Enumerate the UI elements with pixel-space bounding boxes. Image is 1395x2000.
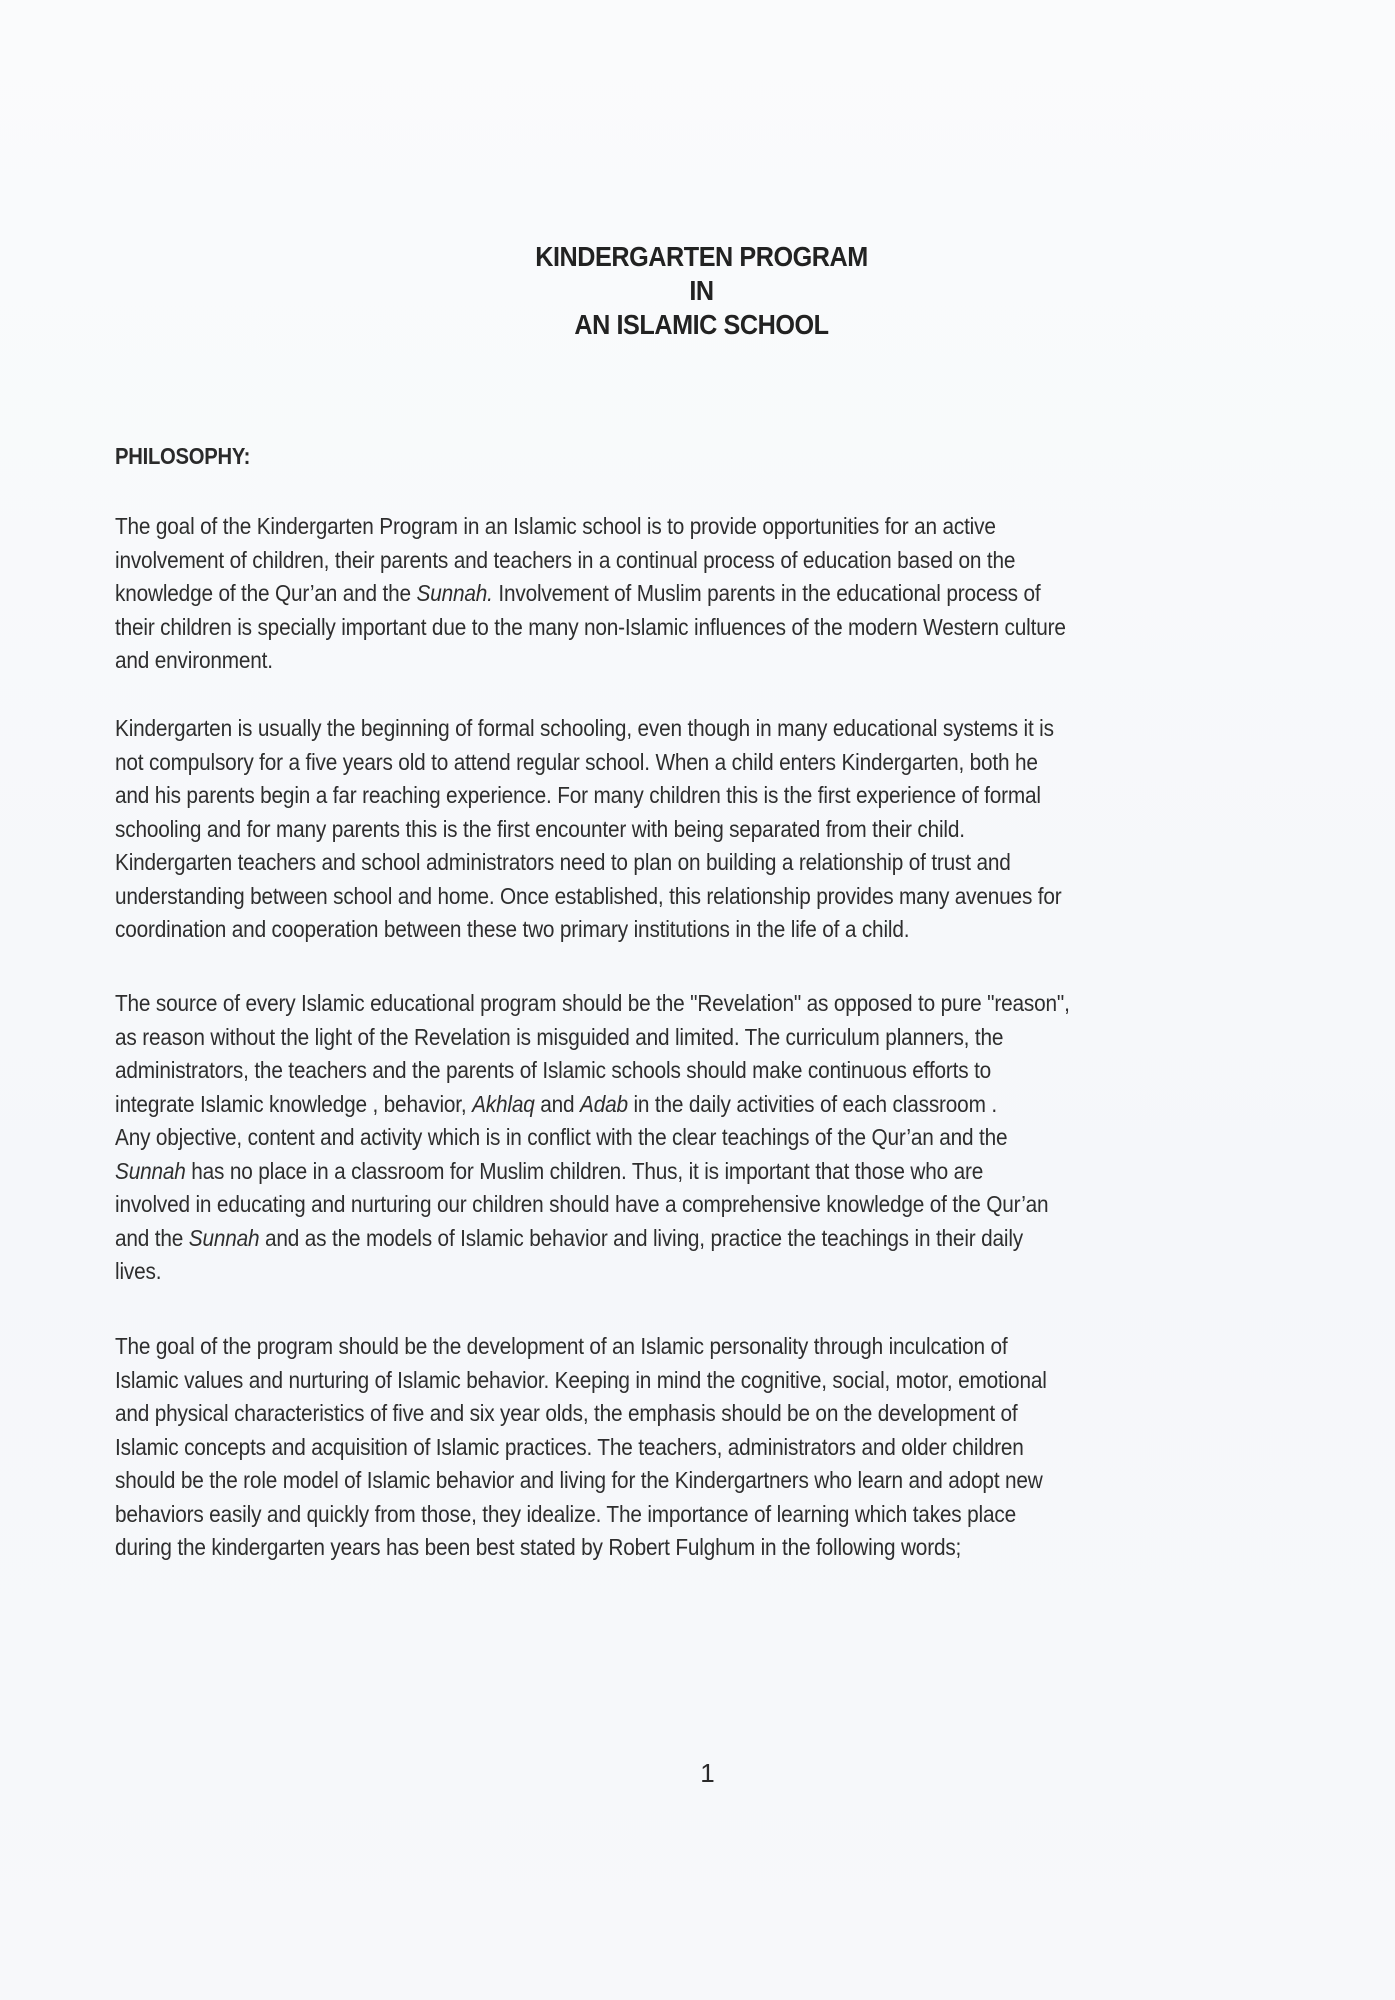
text-line: integrate Islamic knowledge , behavior, Akhlaq and Adab in the daily activities of each classroom . bbox=[115, 1090, 997, 1117]
text-line: understanding between school and home. Once established, this relationship provides many avenues for bbox=[115, 882, 1062, 909]
title-line-1: KINDERGARTEN PROGRAM bbox=[535, 241, 868, 272]
title-line-2: IN bbox=[689, 275, 714, 306]
paragraph-2 bbox=[115, 712, 1159, 947]
italic-term: Akhlaq bbox=[472, 1090, 535, 1117]
paragraph-4 bbox=[115, 1330, 1159, 1565]
text-line: and physical characteristics of five and six year olds, the emphasis should be on the development of bbox=[115, 1400, 1018, 1426]
text-line: administrators, the teachers and the parents of Islamic schools should make continuous efforts to bbox=[115, 1057, 992, 1083]
text-line: The source of every Islamic educational program should be the "Revelation" as opposed to pure "reason", bbox=[115, 990, 1070, 1016]
italic-term: Sunnah bbox=[115, 1157, 186, 1184]
text-line: Islamic values and nurturing of Islamic behavior. Keeping in mind the cognitive, social, motor, emotional bbox=[115, 1366, 1047, 1393]
text-line: and his parents begin a far reaching experience. For many children this is the first experience of formal bbox=[115, 782, 1041, 808]
section-heading-philosophy: PHILOSOPHY: bbox=[115, 443, 251, 469]
text-line: involved in educating and nurturing our children should have a comprehensive knowledge of the Qur’an bbox=[115, 1191, 1049, 1217]
title-line-3: AN ISLAMIC SCHOOL bbox=[574, 309, 829, 340]
text-line: Any objective, content and activity which is in conflict with the clear teachings of the Qur’an and the bbox=[115, 1124, 1008, 1150]
text-line: Kindergarten teachers and school administrators need to plan on building a relationship of trust and bbox=[115, 849, 1011, 875]
text-line: and environment. bbox=[115, 647, 273, 673]
text-line: schooling and for many parents this is the first encounter with being separated from their child. bbox=[115, 815, 965, 842]
text-line: The goal of the Kindergarten Program in an Islamic school is to provide opportunities for an active bbox=[115, 513, 996, 539]
text-line: knowledge of the Qur’an and the Sunnah. Involvement of Muslim parents in the educational process of bbox=[115, 580, 1041, 606]
text-line: should be the role model of Islamic behavior and living for the Kindergartners who learn and adopt new bbox=[115, 1467, 1043, 1493]
text-line: during the kindergarten years has been best stated by Robert Fulghum in the following words; bbox=[115, 1534, 962, 1560]
text-line: Kindergarten is usually the beginning of formal schooling, even though in many educational systems it is bbox=[115, 715, 1054, 741]
text-line: Sunnah has no place in a classroom for Muslim children. Thus, it is important that those who are bbox=[115, 1157, 984, 1184]
text-line: not compulsory for a five years old to attend regular school. When a child enters Kindergarten, both he bbox=[115, 748, 1038, 775]
text-line: behaviors easily and quickly from those, they idealize. The importance of learning which takes place bbox=[115, 1500, 1016, 1527]
text-line: lives. bbox=[115, 1258, 162, 1284]
text-line: their children is specially important due to the many non-Islamic influences of the modern Western culture bbox=[115, 613, 1066, 640]
paragraph-3 bbox=[115, 987, 1159, 1289]
paragraph-1 bbox=[115, 510, 1159, 678]
page-number: 1 bbox=[700, 1758, 715, 1788]
italic-term: Sunnah. bbox=[416, 580, 493, 606]
text-line: as reason without the light of the Revelation is misguided and limited. The curriculum planners, the bbox=[115, 1023, 1004, 1050]
text-line: coordination and cooperation between these two primary institutions in the life of a child. bbox=[115, 916, 910, 942]
document-title bbox=[0, 240, 1395, 342]
text-line: Islamic concepts and acquisition of Islamic practices. The teachers, administrators and older children bbox=[115, 1433, 1024, 1460]
italic-term: Sunnah bbox=[188, 1224, 260, 1251]
text-line: and the Sunnah and as the models of Islamic behavior and living, practice the teachings in their daily bbox=[115, 1224, 1024, 1251]
text-line: The goal of the program should be the development of an Islamic personality through inculcation of bbox=[115, 1333, 1008, 1359]
text-line: involvement of children, their parents and teachers in a continual process of education based on the bbox=[115, 546, 1016, 573]
italic-term: Adab bbox=[579, 1090, 628, 1117]
